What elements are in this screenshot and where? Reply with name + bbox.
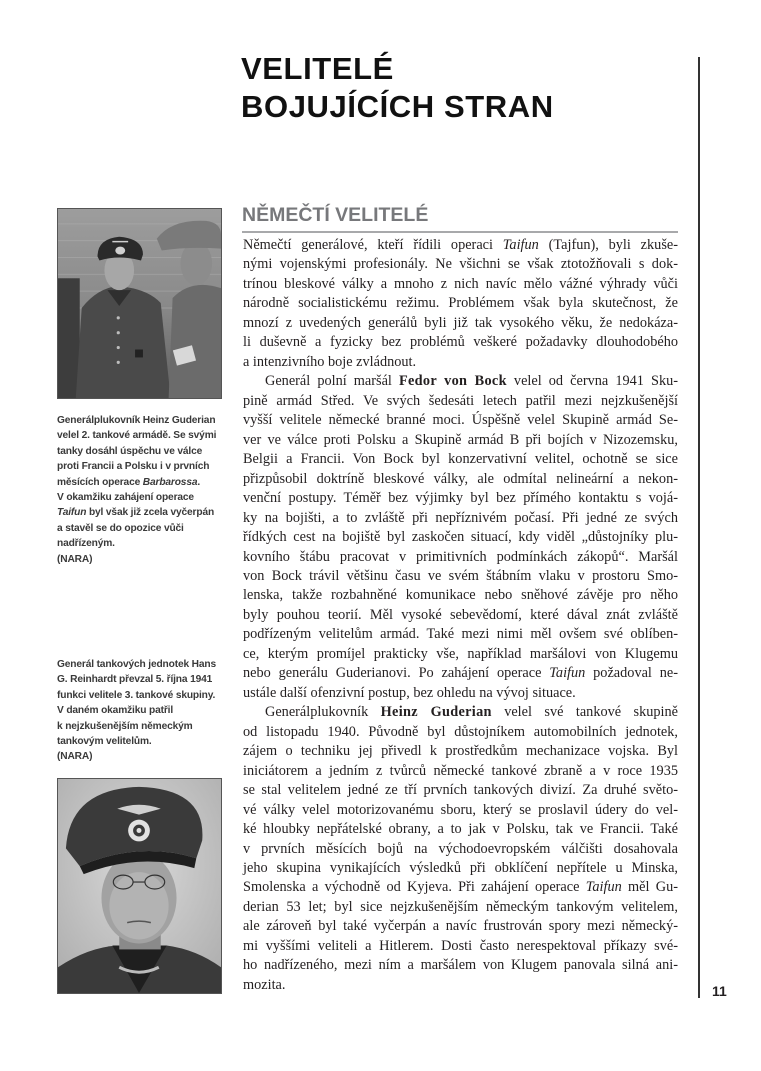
caption-line: velel 2. tankové armádě. Se svými: [57, 430, 217, 442]
body-line: od listopadu 1940. Původně byl důstojníkem automobilních jednotek,: [243, 723, 678, 740]
body-line: mozita.: [243, 976, 286, 993]
body-line: se stal velitelem jedné ze tří prvních tankových divizí. Za druhé světo-: [243, 782, 678, 799]
photo-caption-reinhardt: [57, 657, 229, 765]
body-line: a intenzivního boje zvládnout.: [243, 353, 417, 370]
caption-line: V okamžiku zahájení operace: [57, 492, 194, 504]
body-line: mi vyššími veliteli a Hitlerem. Dosti často nerespektoval příkazy své-: [243, 937, 678, 954]
body-line: lenska, takže rozbahněné komunikace nebo sněhové závěje pro něho: [243, 587, 678, 604]
caption-line: G. Reinhardt převzal 5. října 1941: [57, 674, 213, 686]
body-line: derian 53 let; byl sice nejzkušenějším německým tankovým velitelem,: [243, 898, 678, 915]
body-line: ky na bojišti, a to zvláště při nepříznivém počasí. Při jedné ze svých: [243, 509, 678, 526]
body-line: v prvních měsících bojů na východoevropském válčišti dosahovala: [243, 840, 678, 857]
body-line: vyšší velitele německé branné moci. Úspěšně velel Skupině armád Se-: [243, 412, 678, 429]
body-line: Němečtí generálové, kteří řídili operaci Taifun (Tajfun), byli zkuše-: [243, 237, 678, 253]
body-line: Generál polní maršál Fedor von Bock velel od června 1941 Sku-: [265, 373, 679, 390]
body-line: zájem o techniku jej přivedl k prostředkům mechanizace vojska. Byl: [243, 743, 678, 760]
caption-line: V daném okamžiku patřil: [57, 705, 174, 717]
photo-caption-guderian: [57, 413, 229, 567]
body-line: mnozí z uvedených generálů byli již tak vysokého věku, že nedokáza-: [243, 314, 678, 331]
body-line: podřízeným velitelům armád. Také mezi nimi měl ovšem své oblíben-: [243, 626, 678, 643]
caption-line: měsících operace Barbarossa.: [57, 476, 201, 488]
body-line: von Bock trávil většinu času ve svém štábním vlaku v prostoru Smo-: [243, 567, 678, 584]
body-line: iniciátorem a jedním z tvůrců německé tankové zbraně a v roce 1935: [243, 762, 678, 779]
body-line: nými vojenskými profesionály. Ne všichni se však ztotožňovali s dok-: [243, 256, 678, 273]
body-line: pině armád Střed. Ve svých šedesáti letech patřil mezi nejzkušenější: [243, 392, 678, 409]
body-line: řídkých cest na bojiště byl zaskočen situací, kdy viděl „důstojníky plu-: [243, 529, 678, 546]
photo-officer-portrait: [57, 778, 222, 994]
body-line: ustále další ofenzivní postup, bez ohledu na vývoj situace.: [243, 684, 576, 701]
body-line: ho nadřízeného, mezi ním a maršálem von Klugem panovala silná ani-: [243, 957, 678, 974]
caption-line: Generál tankových jednotek Hans: [57, 659, 216, 670]
caption-line: Generálplukovník Heinz Guderian: [57, 415, 216, 426]
photo-image: [58, 779, 221, 993]
body-line: vé války velel motorizovanému sboru, který se proslavil údery do vel-: [243, 801, 678, 818]
body-line: ver ve válce proti Polsku a Skupině armád B při bojích v Nizozemsku,: [243, 431, 678, 448]
photo-two-officers: [57, 208, 222, 399]
caption-line: a stavěl se do opozice vůči: [57, 522, 184, 534]
body-line: nebo generálu Guderianovi. Po zahájení operace Taifun požadoval ne-: [243, 665, 679, 682]
caption-line: proti Francii a Polsku i v prvních: [57, 461, 210, 473]
caption-line: Taifun byl však již zcela vyčerpán: [57, 507, 215, 519]
body-line: ale zároveň byl také vyčerpán a navíc frustrován spory mezi německý-: [243, 918, 678, 935]
body-line: národně socialistickému režimu. Problémem však byla skutečnost, že: [243, 295, 678, 312]
body-line: byly pouhou teorií. Měl vysoké sebevědomí, které dával znát zvláště: [243, 606, 678, 623]
chapter-title-line-1: VELITELÉ: [241, 51, 394, 86]
body-line: ké hloubky nepřátelské obrany, a to jak v Polsku, tak ve Francii. Také: [243, 821, 678, 838]
body-line: trínou bleskové války a mnoho z nich navíc mělo vážné výhrady vůči: [243, 275, 678, 292]
caption-line: funkci velitele 3. tankové skupiny.: [57, 689, 216, 701]
caption-line: (NARA): [57, 751, 93, 763]
body-line: ce, kterým promíjel prakticky vše, například maršálovi von Klugemu: [243, 645, 678, 662]
body-line: Belgii a Francii. Von Bock byl konzervativní velitel, ochotně se sice: [243, 451, 678, 468]
page-number: 11: [712, 983, 727, 999]
chapter-title-line-2: BOJUJÍCÍCH STRAN: [241, 89, 554, 124]
body-line: venční postupy. Téměř bez výjimky byl bez přímého kontaktu s vojá-: [243, 490, 678, 507]
section-heading: NĚMEČTÍ VELITELÉ: [242, 204, 429, 226]
body-line: kovního štábu pracovat v primitivních podmínkách zákopů“. Maršál: [243, 548, 678, 565]
caption-line: tankovým velitelům.: [57, 736, 152, 748]
caption-line: k nejzkušenějším německým: [57, 720, 193, 732]
body-line: jeho skupina vynikajících výsledků při obklíčení nepřítele u Minska,: [243, 860, 678, 876]
body-line: Generálplukovník Heinz Guderian velel své tankové skupině: [265, 704, 678, 721]
body-text: [243, 236, 678, 995]
caption-line: (NARA): [57, 553, 93, 565]
photo-image: [58, 209, 221, 398]
caption-line: nadřízeným.: [57, 538, 115, 550]
section-heading-underline: [242, 231, 678, 233]
caption-line: tanky dosáhl úspěchu ve válce: [57, 445, 203, 457]
body-line: li duševně a fyzicky bez problémů veškeré požadavky dlouhodobého: [243, 334, 678, 351]
body-line: Smolenska a východně od Kyjeva. Při zahájení operace Taifun měl Gu-: [243, 879, 678, 896]
side-rule-divider: [698, 57, 700, 998]
chapter-title: [241, 50, 554, 126]
body-line: přizpůsobil doktríně bleskové války, ale odmítal nelineární a nekon-: [243, 470, 678, 487]
